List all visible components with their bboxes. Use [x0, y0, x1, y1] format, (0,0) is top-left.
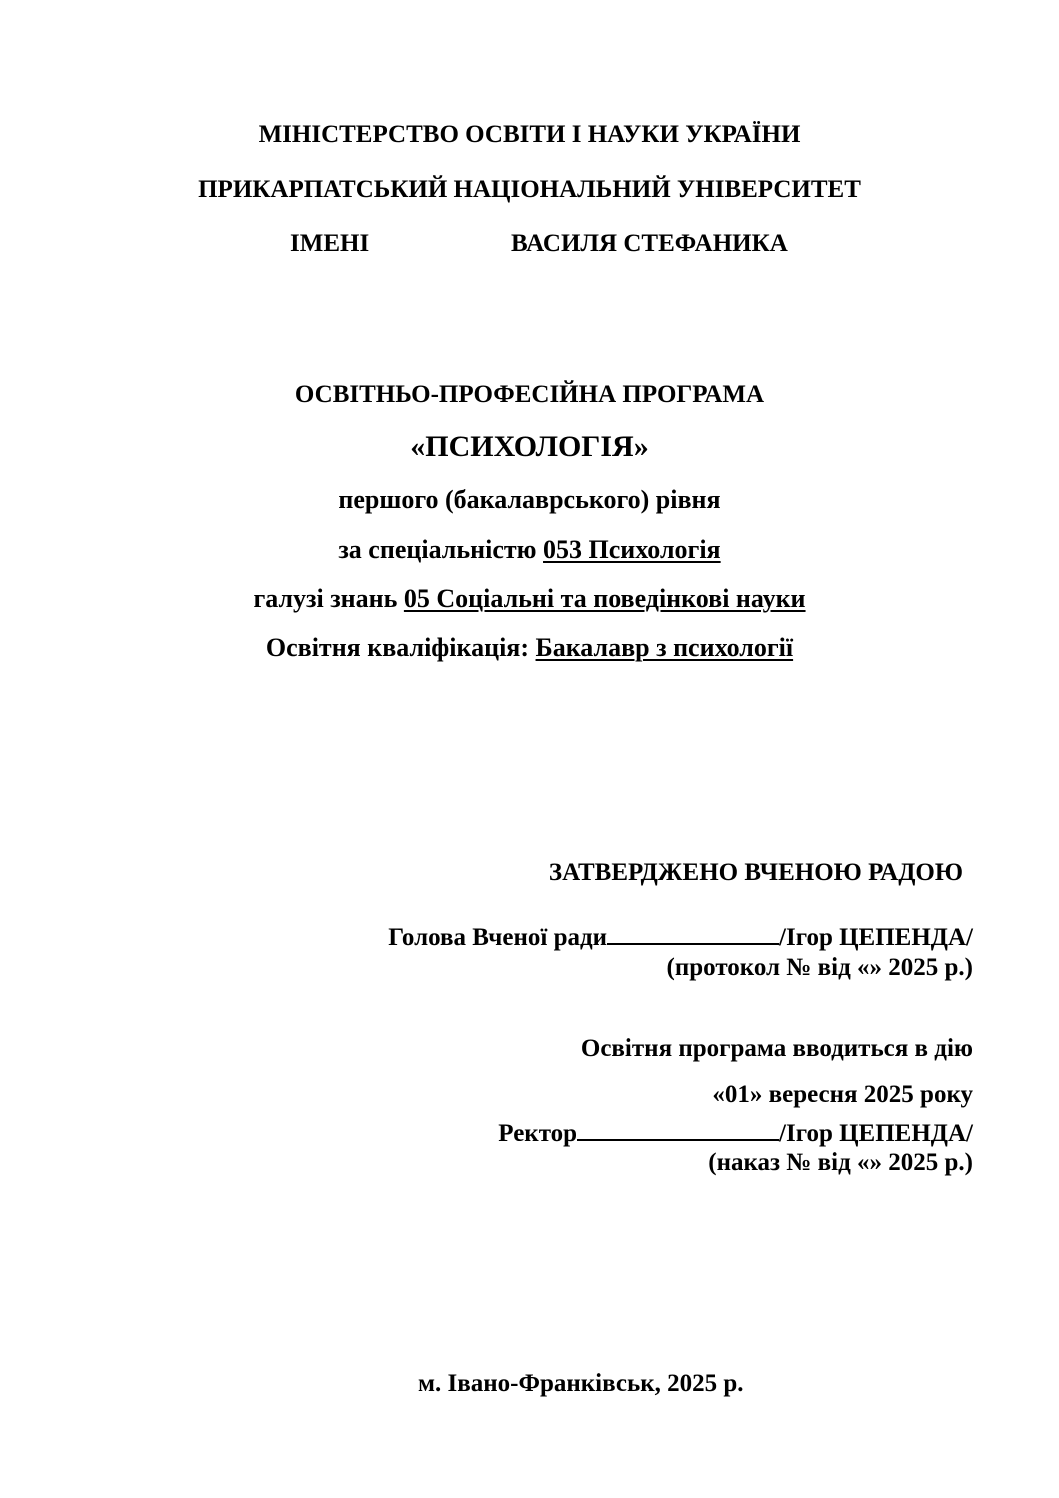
rector-label: Ректор [498, 1120, 578, 1147]
program-level: першого (бакалаврського) рівня [338, 485, 721, 514]
university-named-word: ІМЕНІ [290, 230, 370, 257]
qualification-label: Освітня кваліфікація: [265, 633, 530, 662]
field-label: галузі знань [253, 584, 398, 613]
chair-label: Голова Вченої ради [388, 924, 608, 951]
approval-protocol: (протокол № від «» 2025 р.) [666, 954, 973, 981]
rector-name: /Ігор ЦЕПЕНДА/ [779, 1120, 973, 1147]
specialty-label: за спеціальністю [338, 535, 537, 564]
university-heading: ПРИКАРПАТСЬКИЙ НАЦІОНАЛЬНИЙ УНІВЕРСИТЕТ [198, 176, 861, 203]
rector-signature-line [498, 1117, 973, 1146]
qualification-value: Бакалавр з психології [535, 633, 794, 662]
program-title: «ПСИХОЛОГІЯ» [410, 430, 649, 463]
chair-signature-line [388, 921, 973, 950]
approval-heading: ЗАТВЕРДЖЕНО ВЧЕНОЮ РАДОЮ [548, 859, 963, 886]
enactment-heading: Освітня програма вводиться в дію [580, 1035, 973, 1062]
program-type: ОСВІТНЬО-ПРОФЕСІЙНА ПРОГРАМА [294, 381, 765, 408]
chair-name: /Ігор ЦЕПЕНДА/ [779, 924, 973, 951]
ministry-heading: МІНІСТЕРСТВО ОСВІТИ І НАУКИ УКРАЇНИ [258, 121, 801, 148]
place-year: м. Івано-Франківськ, 2025 р. [418, 1370, 744, 1397]
chair-signature-blank [607, 921, 779, 945]
specialty-value: 053 Психологія [543, 535, 721, 564]
university-named-person: ВАСИЛЯ СТЕФАНИКА [511, 230, 788, 257]
field-value: 05 Соціальні та поведінкові науки [403, 584, 806, 613]
rector-signature-blank [577, 1117, 779, 1141]
enactment-order: (наказ № від «» 2025 р.) [708, 1149, 973, 1176]
program-qualification [0, 635, 1059, 661]
enactment-date: «01» вересня 2025 року [712, 1081, 973, 1108]
program-field [0, 586, 1059, 612]
program-specialty [0, 537, 1059, 563]
